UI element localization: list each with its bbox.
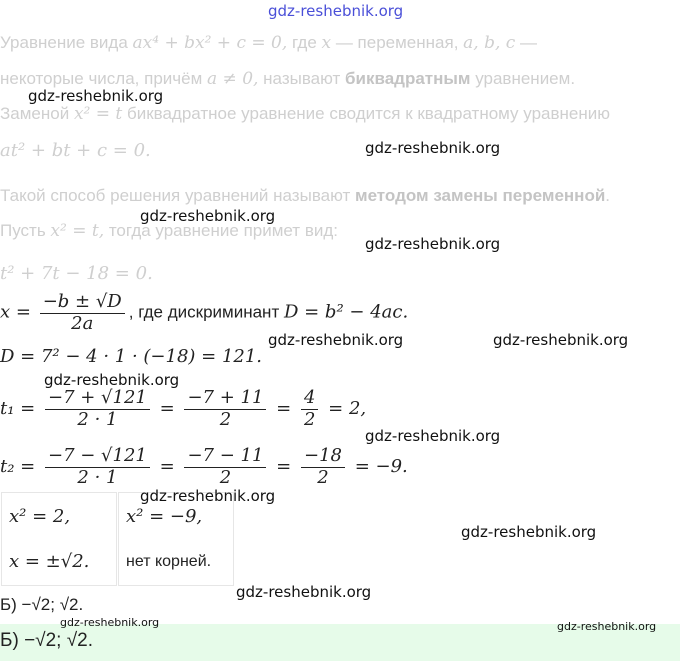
fraction-numerator: −7 + 11 <box>184 388 266 410</box>
site-watermark[interactable]: gdz-reshebnik.org <box>557 620 657 633</box>
case-1-equation: x² = 2, <box>9 506 71 527</box>
fraction-numerator: −18 <box>301 446 345 468</box>
fraction-numerator: −7 + √121 <box>45 388 150 410</box>
theory-text: Заменой <box>0 104 74 123</box>
t1-lhs: t₁ = <box>0 398 36 420</box>
site-watermark[interactable]: gdz-reshebnik.org <box>493 331 629 349</box>
comma: , <box>128 302 134 322</box>
theory-text: — <box>515 33 538 52</box>
fraction-numerator: 4 <box>301 388 318 410</box>
site-watermark[interactable]: gdz-reshebnik.org <box>461 523 597 541</box>
discriminant-formula: D = b² − 4ac. <box>283 301 409 323</box>
case-1-roots: x = ±√2. <box>9 551 90 572</box>
site-watermark[interactable]: gdz-reshebnik.org <box>44 371 180 389</box>
theory-line-5 <box>0 186 610 206</box>
formula-caption: где дискриминант <box>133 302 284 322</box>
theory-text: некоторые числа, причём <box>0 69 208 88</box>
site-watermark[interactable]: gdz-reshebnik.org <box>365 235 501 253</box>
t2-fraction-1 <box>45 446 150 488</box>
substitution: x² = t, <box>50 221 105 241</box>
case-2-equation: x² = −9, <box>126 506 203 527</box>
fraction-denominator: 2 <box>219 408 232 430</box>
t2-result: = −9. <box>354 456 408 478</box>
fraction-numerator: −7 − 11 <box>184 446 266 468</box>
equals: = <box>159 398 175 420</box>
fraction-denominator: 2 · 1 <box>77 408 118 430</box>
biquadratic-equation: ax⁴ + bx² + c = 0, <box>132 33 288 53</box>
discriminant-value: D = 7² − 4 · 1 · (−18) = 121. <box>0 346 263 367</box>
variable-x: x <box>321 33 332 53</box>
site-watermark[interactable]: gdz-reshebnik.org <box>268 331 404 349</box>
t1-fraction-3 <box>301 388 318 430</box>
site-watermark[interactable]: gdz-reshebnik.org <box>365 427 501 445</box>
theory-text: Пусть <box>0 221 51 240</box>
root-formula-line <box>0 292 408 334</box>
fraction-denominator: 2 <box>303 408 316 430</box>
site-watermark[interactable]: gdz-reshebnik.org <box>365 139 501 157</box>
theory-line-3 <box>0 104 610 124</box>
theory-text: биквадратное уравнение сводится к квадратному уравнению <box>122 104 611 123</box>
site-watermark[interactable]: gdz-reshebnik.org <box>236 583 372 601</box>
fraction-numerator: −7 − √121 <box>45 446 150 468</box>
root-formula-fraction <box>40 292 125 334</box>
fraction-denominator: 2 · 1 <box>77 466 118 488</box>
site-watermark[interactable]: gdz-reshebnik.org <box>140 487 276 505</box>
root-t1-line <box>0 388 366 430</box>
quadratic-equation: at² + bt + c = 0. <box>0 140 151 161</box>
site-watermark[interactable]: gdz-reshebnik.org <box>28 87 164 105</box>
theory-text: — переменная, <box>331 33 464 52</box>
coefficients: a, b, c <box>463 33 516 53</box>
theory-line-1 <box>0 33 537 53</box>
theory-text: Уравнение вида <box>0 33 133 52</box>
t2-fraction-2 <box>184 446 266 488</box>
formula-lhs: x = <box>0 301 31 323</box>
condition: a ≠ 0, <box>207 69 259 89</box>
site-watermark[interactable]: gdz-reshebnik.org <box>60 616 160 629</box>
theory-text: Такой способ решения уравнений называют <box>0 186 355 205</box>
fraction-denominator: 2 <box>219 466 232 488</box>
t1-fraction-1 <box>45 388 150 430</box>
fraction-denominator: 2 <box>317 466 329 488</box>
substitution: x² = t <box>73 104 123 124</box>
theory-text: называют <box>258 69 346 88</box>
theory-text: уравнением. <box>470 69 576 88</box>
term-biquadratic: биквадратным <box>345 69 471 88</box>
final-answer: Б) −√2; √2. <box>0 630 93 651</box>
theory-text: тогда уравнение примет вид: <box>104 221 338 240</box>
fraction-numerator: −b ± √D <box>40 292 125 314</box>
theory-text: . <box>605 186 611 205</box>
theory-text: где <box>287 33 322 52</box>
answer-option: Б) −√2; √2. <box>0 595 84 614</box>
t2-lhs: t₂ = <box>0 456 36 478</box>
equals: = <box>159 456 175 478</box>
reduced-equation: t² + 7t − 18 = 0. <box>0 263 153 284</box>
t2-fraction-3 <box>301 446 345 488</box>
t1-fraction-2 <box>184 388 266 430</box>
equals: = <box>276 398 292 420</box>
term-substitution-method: методом замены переменной <box>355 186 606 205</box>
root-t2-line <box>0 446 408 488</box>
t1-result: = 2, <box>328 398 367 420</box>
fraction-denominator: 2a <box>71 312 94 334</box>
theory-line-2 <box>0 69 575 89</box>
site-watermark[interactable]: gdz-reshebnik.org <box>140 207 276 225</box>
case-2-no-roots: нет корней. <box>126 553 212 570</box>
equals: = <box>276 456 292 478</box>
site-watermark-top[interactable]: gdz-reshebnik.org <box>268 2 404 20</box>
